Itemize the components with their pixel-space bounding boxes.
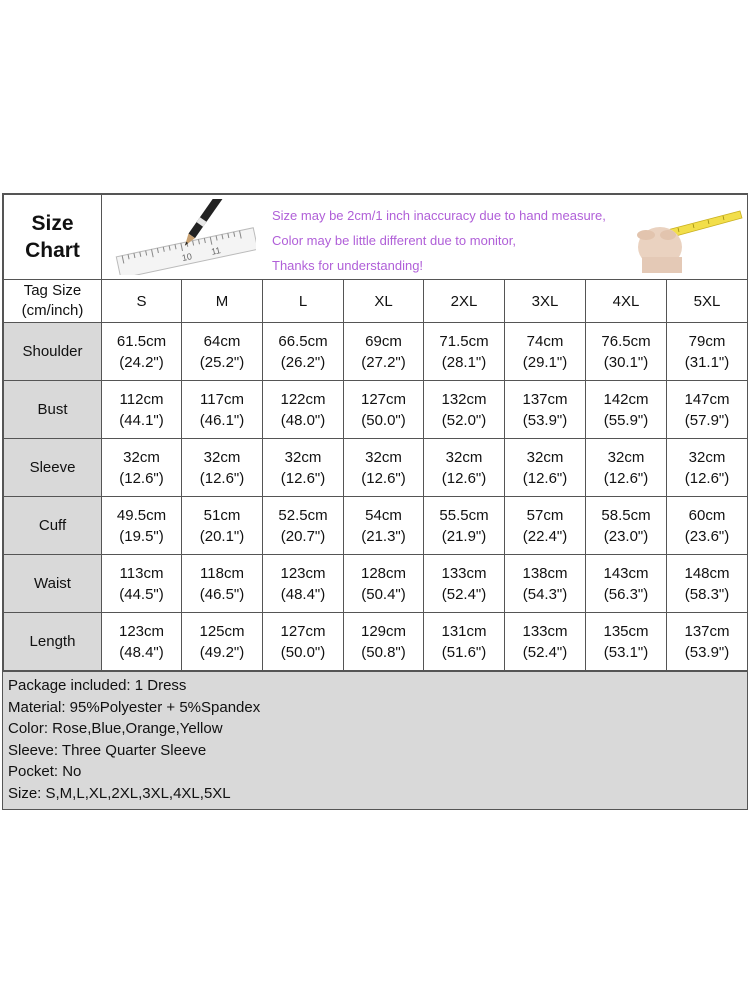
measurement-cell — [505, 555, 586, 613]
inch-value: (31.1") — [684, 353, 730, 371]
measurement-cell — [102, 555, 182, 613]
measurement-cell — [586, 323, 667, 381]
inch-value: (12.6") — [522, 469, 568, 487]
cm-value: 55.5cm — [439, 506, 489, 524]
measurement-label: Shoulder — [4, 323, 102, 381]
measurement-cell — [102, 381, 182, 439]
measurement-cell — [667, 497, 748, 555]
size-header: 5XL — [667, 280, 748, 323]
measurement-cell — [667, 439, 748, 497]
size-chart — [2, 193, 748, 810]
cm-value: 54cm — [365, 506, 402, 524]
inch-value: (56.3") — [603, 585, 649, 603]
cm-value: 132cm — [441, 390, 487, 408]
cm-value: 135cm — [603, 622, 649, 640]
inch-value: (50.8") — [361, 643, 406, 661]
measurement-cell — [667, 381, 748, 439]
cm-value: 64cm — [203, 332, 241, 350]
cm-value: 69cm — [365, 332, 402, 350]
inch-value: (19.5") — [119, 527, 164, 545]
inch-value: (20.7") — [280, 527, 326, 545]
info-line: Sleeve: Three Quarter Sleeve — [8, 741, 207, 759]
measurement-cell — [344, 323, 424, 381]
measurement-cell — [182, 497, 263, 555]
measurement-cell — [344, 555, 424, 613]
inch-value: (48.4") — [119, 643, 164, 661]
measurement-cell — [263, 497, 344, 555]
measurement-cell — [344, 613, 424, 671]
cm-value: 58.5cm — [601, 506, 651, 524]
measurement-cell — [182, 323, 263, 381]
inch-value: (29.1") — [522, 353, 568, 371]
cm-value: 61.5cm — [116, 332, 167, 350]
inch-value: (53.9") — [684, 643, 730, 661]
measurement-cell — [344, 381, 424, 439]
note-line-1: Size may be 2cm/1 inch inaccuracy due to hand measure, — [272, 208, 606, 223]
note-line-3: Thanks for understanding! — [272, 258, 424, 273]
cm-value: 79cm — [688, 332, 726, 350]
inch-value: (26.2") — [280, 353, 326, 371]
inch-value: (53.1") — [603, 643, 649, 661]
inch-value: (25.2") — [199, 353, 245, 371]
measurement-cell — [505, 613, 586, 671]
measurement-cell — [586, 613, 667, 671]
inch-value: (44.1") — [119, 411, 164, 429]
measurement-cell — [667, 613, 748, 671]
cm-value: 32cm — [284, 448, 322, 466]
inch-value: (12.6") — [280, 469, 326, 487]
inch-value: (49.2") — [199, 643, 245, 661]
cm-value: 32cm — [365, 448, 402, 466]
measurement-cell — [505, 323, 586, 381]
inch-value: (27.2") — [361, 353, 406, 371]
measurement-cell — [424, 497, 505, 555]
inch-value: (50.0") — [361, 411, 406, 429]
measurement-label: Bust — [4, 381, 102, 439]
header-row — [4, 195, 748, 280]
inch-value: (28.1") — [441, 353, 487, 371]
measurement-cell — [344, 439, 424, 497]
measurement-cell — [263, 613, 344, 671]
size-table — [3, 194, 748, 671]
measurement-cell — [182, 555, 263, 613]
cm-value: 131cm — [441, 622, 487, 640]
cm-value: 137cm — [684, 622, 730, 640]
size-header: M — [182, 280, 263, 323]
measurement-notes — [272, 203, 606, 278]
inch-value: (50.4") — [361, 585, 406, 603]
inch-value: (12.6") — [684, 469, 730, 487]
inch-value: (48.0") — [280, 411, 326, 429]
measurement-cell — [263, 323, 344, 381]
table-row — [4, 497, 748, 555]
tag-size-label — [4, 280, 102, 323]
measurement-banner — [102, 195, 748, 280]
cm-value: 142cm — [603, 390, 649, 408]
inch-value: (23.6") — [684, 527, 730, 545]
ruler-number-10: 10 — [180, 251, 193, 264]
cm-value: 32cm — [123, 448, 160, 466]
cm-value: 127cm — [280, 622, 326, 640]
info-line: Material: 95%Polyester + 5%Spandex — [8, 698, 261, 716]
product-info — [3, 671, 747, 809]
measurement-cell — [586, 381, 667, 439]
measurement-cell — [263, 555, 344, 613]
cm-value: 74cm — [526, 332, 564, 350]
size-header: 4XL — [586, 280, 667, 323]
measurement-label: Length — [4, 613, 102, 671]
cm-value: 138cm — [522, 564, 568, 582]
table-row — [4, 381, 748, 439]
measurement-cell — [182, 613, 263, 671]
tag-size-line-2: (cm/inch) — [21, 302, 84, 319]
cm-value: 122cm — [280, 390, 326, 408]
inch-value: (12.6") — [361, 469, 406, 487]
cm-value: 143cm — [603, 564, 649, 582]
measurement-cell — [586, 497, 667, 555]
size-chart-title — [4, 195, 102, 280]
inch-value: (57.9") — [684, 411, 730, 429]
measurement-cell — [424, 323, 505, 381]
note-line-2: Color may be little different due to monitor, — [272, 233, 516, 248]
measurement-cell — [505, 497, 586, 555]
hand-measuring-tape-icon — [628, 205, 743, 273]
cm-value: 147cm — [684, 390, 730, 408]
inch-value: (24.2") — [119, 353, 164, 371]
cm-value: 60cm — [688, 506, 726, 524]
measurement-cell — [586, 439, 667, 497]
inch-value: (58.3") — [684, 585, 730, 603]
inch-value: (22.4") — [522, 527, 568, 545]
measurement-cell — [182, 381, 263, 439]
size-header: XL — [344, 280, 424, 323]
inch-value: (21.3") — [361, 527, 406, 545]
measurement-cell — [424, 555, 505, 613]
measurement-label: Sleeve — [4, 439, 102, 497]
info-line: Package included: 1 Dress — [8, 677, 187, 694]
measurement-cell — [424, 439, 505, 497]
inch-value: (46.5") — [199, 585, 245, 603]
cm-value: 127cm — [360, 390, 407, 408]
cm-value: 32cm — [526, 448, 564, 466]
cm-value: 76.5cm — [601, 332, 651, 350]
measurement-cell — [424, 613, 505, 671]
measurement-label: Waist — [4, 555, 102, 613]
info-line: Color: Rose,Blue,Orange,Yellow — [8, 720, 223, 738]
cm-value: 129cm — [360, 622, 407, 640]
cm-value: 32cm — [445, 448, 483, 466]
size-header: L — [263, 280, 344, 323]
measurement-cell — [263, 439, 344, 497]
size-header: 2XL — [424, 280, 505, 323]
cm-value: 32cm — [688, 448, 726, 466]
title-line-1: Size — [31, 212, 74, 235]
measurement-cell — [667, 555, 748, 613]
inch-value: (12.6") — [119, 469, 164, 487]
cm-value: 52.5cm — [278, 506, 328, 524]
measurement-label: Cuff — [4, 497, 102, 555]
size-header: S — [102, 280, 182, 323]
cm-value: 118cm — [200, 564, 244, 582]
size-header: 3XL — [505, 280, 586, 323]
inch-value: (55.9") — [603, 411, 649, 429]
inch-value: (53.9") — [522, 411, 568, 429]
measurement-cell — [182, 439, 263, 497]
inch-value: (52.4") — [441, 585, 487, 603]
cm-value: 113cm — [119, 564, 164, 582]
cm-value: 137cm — [522, 390, 568, 408]
inch-value: (21.9") — [441, 527, 487, 545]
table-row — [4, 613, 748, 671]
title-line-2: Chart — [25, 239, 80, 262]
measurement-cell — [505, 381, 586, 439]
cm-value: 117cm — [200, 390, 244, 408]
measurement-cell — [424, 381, 505, 439]
table-row — [4, 555, 748, 613]
inch-value: (44.5") — [119, 585, 164, 603]
measurement-cell — [102, 439, 182, 497]
inch-value: (48.4") — [280, 585, 326, 603]
cm-value: 123cm — [118, 622, 165, 640]
inch-value: (46.1") — [199, 411, 245, 429]
measurement-cell — [102, 323, 182, 381]
cm-value: 128cm — [360, 564, 407, 582]
pencil-ruler-icon — [106, 199, 256, 275]
inch-value: (12.6") — [603, 469, 649, 487]
inch-value: (52.4") — [522, 643, 568, 661]
inch-value: (52.0") — [441, 411, 487, 429]
measurement-cell — [586, 555, 667, 613]
table-row — [4, 323, 748, 381]
cm-value: 133cm — [522, 622, 568, 640]
inch-value: (20.1") — [199, 527, 245, 545]
measurement-cell — [263, 381, 344, 439]
measurement-cell — [102, 613, 182, 671]
cm-value: 133cm — [441, 564, 487, 582]
cm-value: 32cm — [203, 448, 241, 466]
inch-value: (30.1") — [603, 353, 649, 371]
tag-size-row — [4, 280, 748, 323]
cm-value: 112cm — [119, 390, 164, 408]
info-line: Size: S,M,L,XL,2XL,3XL,4XL,5XL — [8, 784, 231, 802]
inch-value: (51.6") — [441, 643, 487, 661]
measurement-cell — [505, 439, 586, 497]
cm-value: 123cm — [280, 564, 326, 582]
inch-value: (23.0") — [603, 527, 649, 545]
measurement-cell — [102, 497, 182, 555]
inch-value: (12.6") — [441, 469, 487, 487]
measurement-cell — [667, 323, 748, 381]
cm-value: 148cm — [684, 564, 730, 582]
table-row — [4, 439, 748, 497]
cm-value: 66.5cm — [278, 332, 328, 350]
cm-value: 32cm — [607, 448, 645, 466]
cm-value: 49.5cm — [116, 506, 167, 524]
cm-value: 71.5cm — [439, 332, 489, 350]
cm-value: 57cm — [526, 506, 564, 524]
measurement-cell — [344, 497, 424, 555]
ruler-number-11: 11 — [210, 245, 222, 257]
cm-value: 125cm — [199, 622, 245, 640]
cm-value: 51cm — [203, 506, 241, 524]
inch-value: (12.6") — [199, 469, 245, 487]
inch-value: (54.3") — [522, 585, 568, 603]
info-line: Pocket: No — [8, 763, 82, 781]
inch-value: (50.0") — [280, 643, 326, 661]
tag-size-line-1: Tag Size — [23, 282, 82, 299]
